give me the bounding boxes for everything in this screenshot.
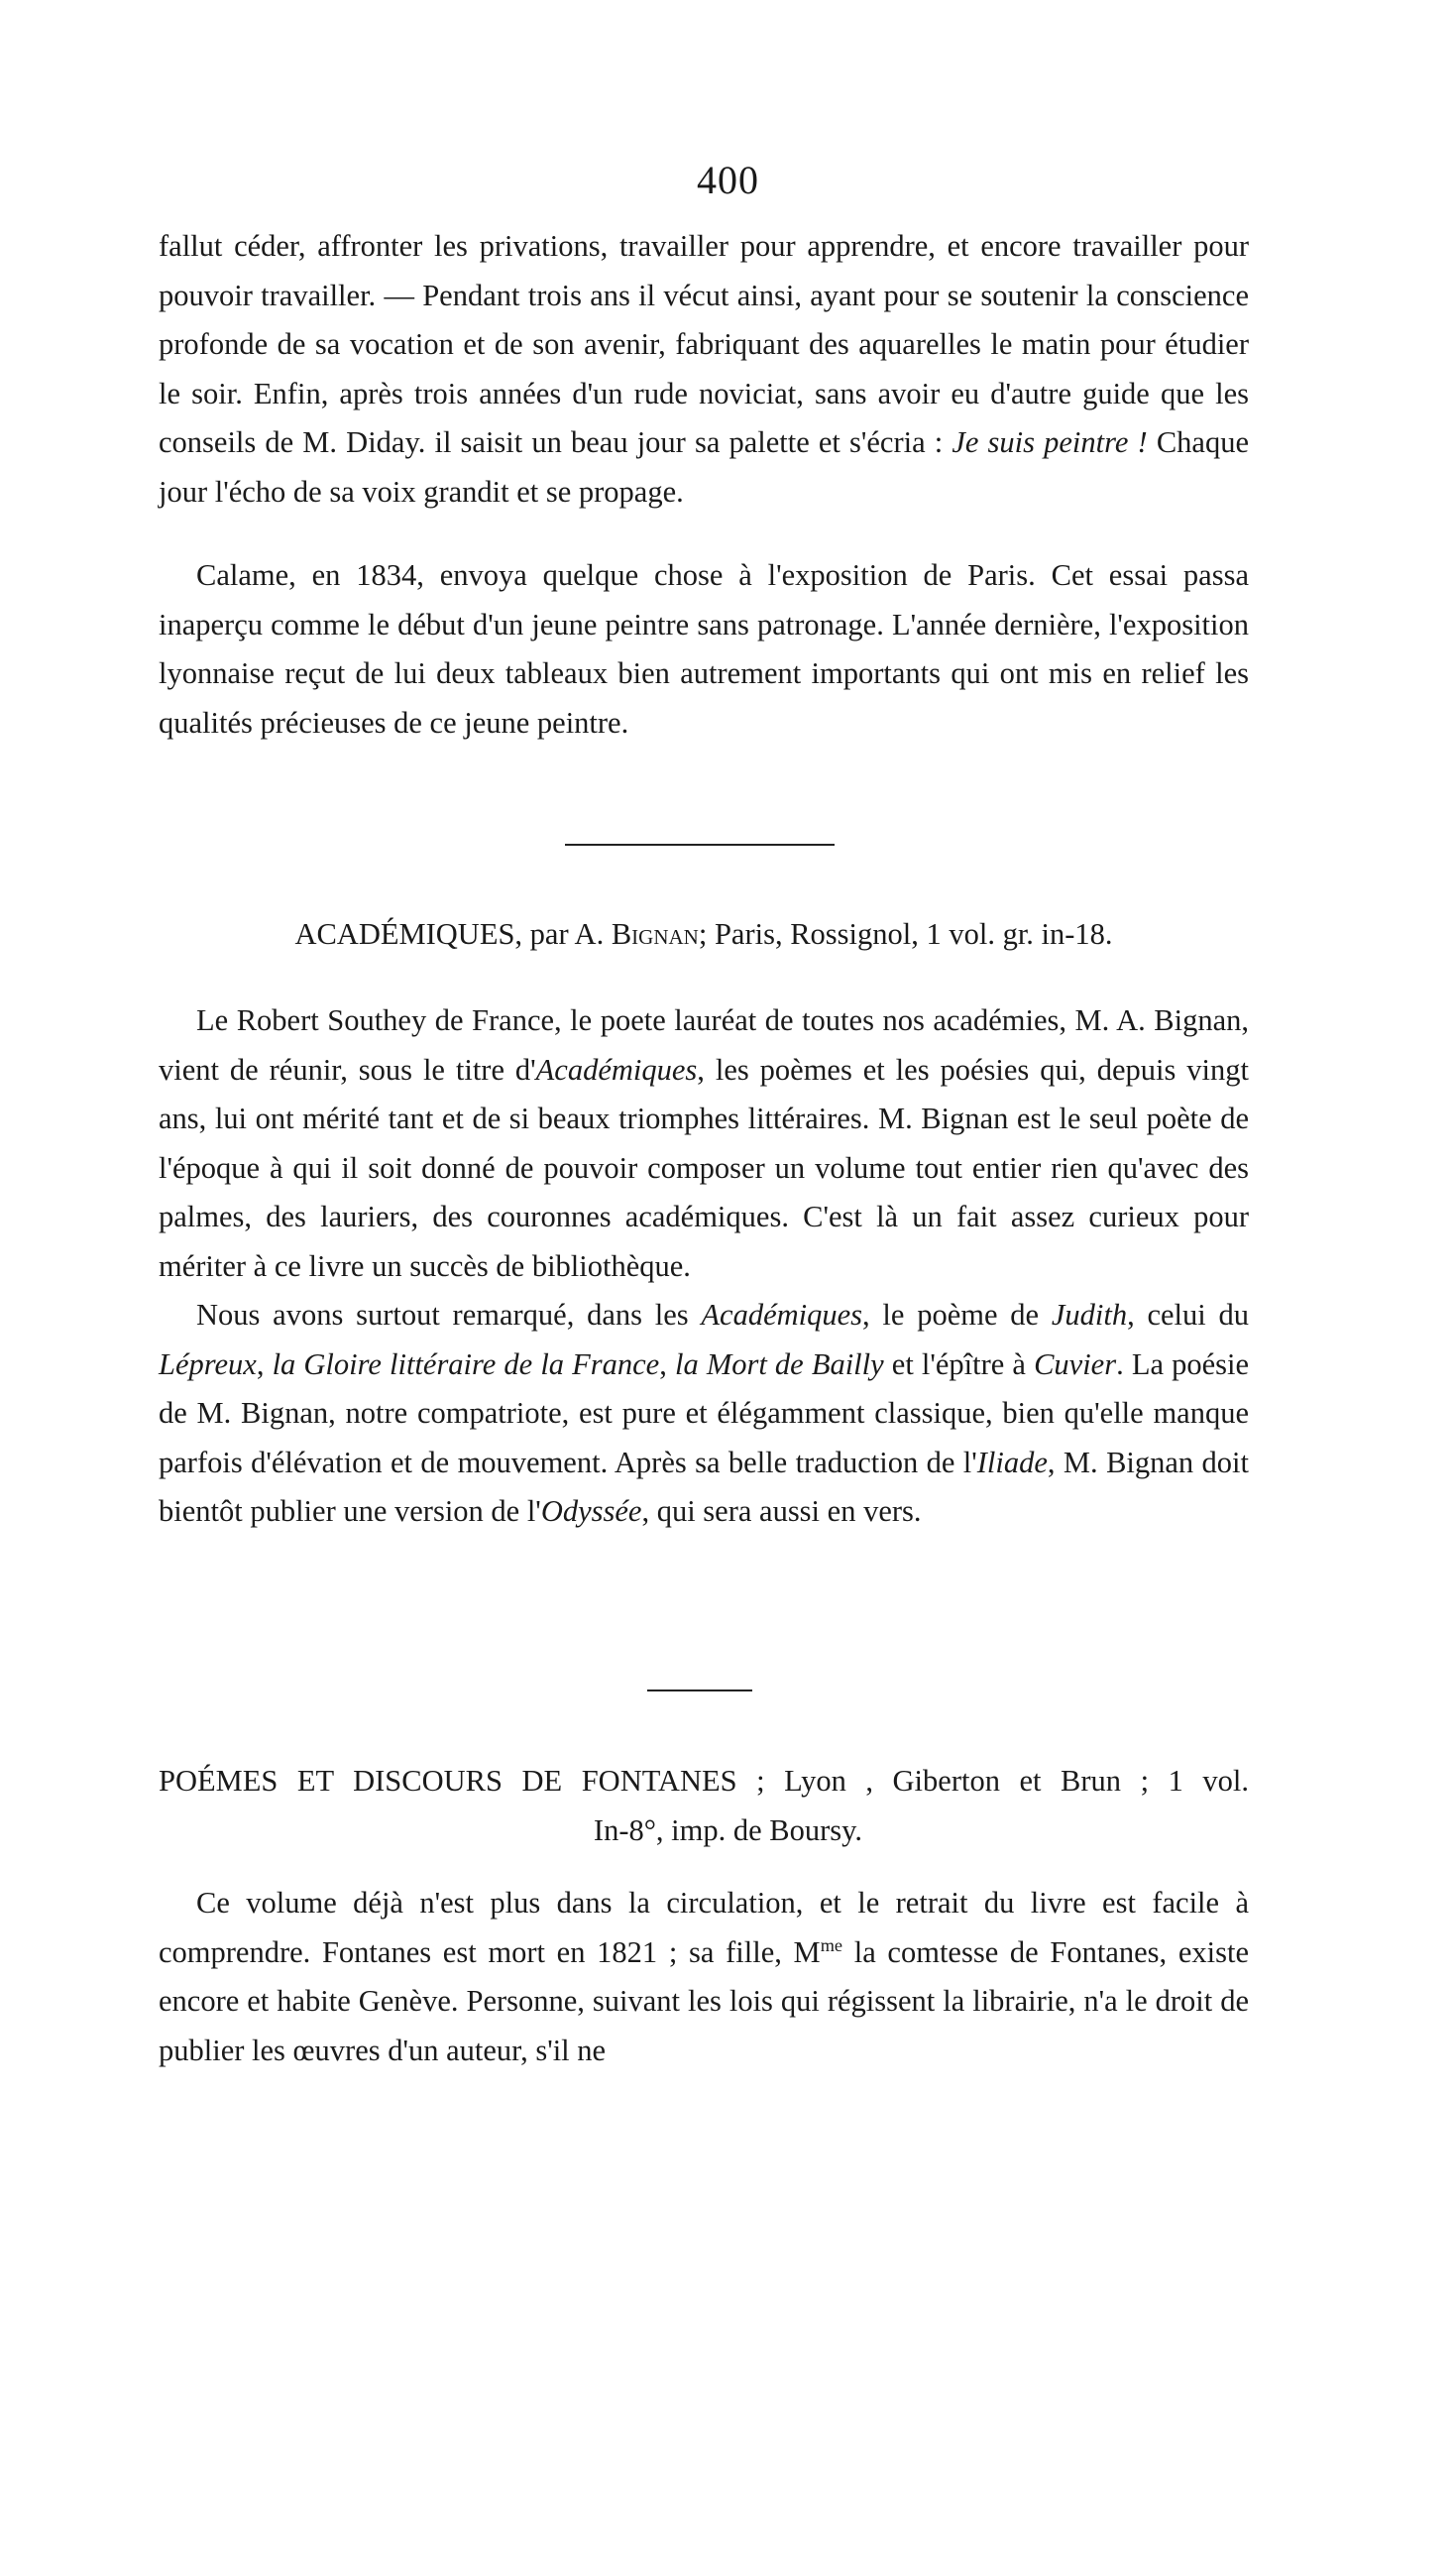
book-title: ACADÉMIQUES: [294, 917, 515, 951]
paragraph-text-end: Chaque jour l'écho de sa voix grandit et se propage.: [159, 425, 1249, 509]
text: , les poèmes et les poésies qui, depuis vingt ans, lui ont mérité tant et de si beaux triomphes littéraires. M. Bignan est le seul poète de l'époque à qui il soit donné de pouvoir composer un volume tout entier rien qu'avec des palmes, des lauriers, des couronnes académiques. C'est là un fait assez curieux pour mériter à ce livre un succès de bibliothèque.: [159, 1052, 1249, 1283]
paragraph-bignan-works: [159, 1291, 1249, 1537]
italic-title: Judith: [1051, 1298, 1128, 1332]
review-body-academiques: [159, 996, 1249, 1537]
heading-by: , par A.: [514, 917, 605, 951]
text: . La poésie de M. Bignan, notre compatriote, est pure et élégamment classique, bien qu'elle manque parfois d'élévation et de mouvement. Après sa belle traduction de l': [159, 1346, 1250, 1479]
review-body-fontanes: [159, 1879, 1249, 2075]
paragraph-fontanes: [159, 1879, 1249, 2075]
review-heading-fontanes: POÉMES ET DISCOURS DE FONTANES ; Lyon , Giberton et Brun ; 1 vol.: [159, 1764, 1249, 1798]
text: , celui du: [1127, 1298, 1249, 1332]
page-number: 400: [697, 158, 759, 202]
italic-title: Académiques: [535, 1052, 698, 1087]
review-heading-academiques: [159, 910, 1249, 960]
paragraph-text: fallut céder, affronter les privations, travailler pour apprendre, et encore travailler pour pouvoir travailler. — Pendant trois ans il vécut ainsi, ayant pour se soutenir la conscience profonde de sa vocation et de son avenir, fabriquant des aquarelles le matin pour étudier le soir. Enfin, après trois années d'un rude noviciat, sans avoir eu d'autre guide que les conseils de M. Diday. il saisit un beau jour sa palette et s'écria :: [159, 229, 1249, 459]
text: la comtesse de Fontanes, existe encore et habite Genève. Personne, suivant les lois qui régissent la librairie, n'a le droit de publier les œuvres d'un auteur, s'il ne: [159, 1934, 1250, 2067]
italic-title: Iliade: [976, 1445, 1048, 1479]
book-author: Bignan: [611, 917, 699, 951]
text: Ce volume déjà n'est plus dans la circulation, et le retrait du livre est facile à comprendre. Fontanes est mort en 1821 ; sa fille, M: [159, 1886, 1249, 1969]
superscript: me: [820, 1934, 843, 1955]
calame-exhibition-paragraph: [159, 551, 1249, 748]
book-publication: ; Paris, Rossignol, 1 vol. gr. in-18.: [698, 917, 1113, 951]
section-divider-short: [647, 1689, 752, 1691]
italic-title: Cuvier: [1034, 1346, 1117, 1381]
section-divider: [565, 844, 835, 846]
paragraph-bignan-intro: [159, 996, 1249, 1291]
paragraph-calame-training: [159, 222, 1249, 517]
paragraph-calame-exhibition: Calame, en 1834, envoya quelque chose à l'exposition de Paris. Cet essai passa inaperçu comme le début d'un jeune peintre sans patronage. L'année dernière, l'exposition lyonnaise reçut de lui deux tableaux bien autrement importants qui ont mis en relief les qualités précieuses de ce jeune peintre.: [159, 558, 1249, 740]
quote-je-suis-peintre: Je suis peintre !: [952, 425, 1148, 459]
continuation-paragraph: [159, 222, 1249, 517]
text: ,: [256, 1346, 273, 1381]
review-heading-fontanes-line2: In-8°, imp. de Boursy.: [593, 1813, 863, 1847]
text: , M. Bignan doit bientôt publier une version de l': [159, 1445, 1250, 1528]
text: Nous avons surtout remarqué, dans les: [196, 1298, 702, 1332]
text: , le poème de: [862, 1298, 1052, 1332]
text: et l'épître à: [883, 1346, 1035, 1381]
text: , qui sera aussi en vers.: [641, 1494, 922, 1528]
text: Le Robert Southey de France, le poete lauréat de toutes nos académies, M. A. Bignan, vient de réunir, sous le titre d': [159, 1003, 1249, 1087]
italic-title: la Mort de Bailly: [674, 1346, 884, 1381]
italic-title: la Gloire littéraire de la France: [272, 1346, 660, 1381]
italic-title: Académiques: [701, 1298, 863, 1332]
italic-title: Lépreux: [159, 1346, 257, 1381]
text: ,: [659, 1346, 675, 1381]
italic-title: Odyssée: [540, 1494, 642, 1528]
